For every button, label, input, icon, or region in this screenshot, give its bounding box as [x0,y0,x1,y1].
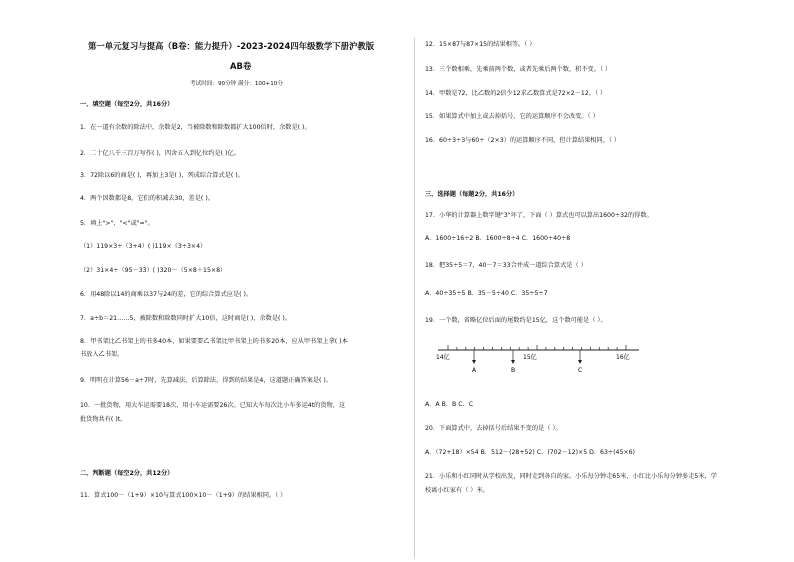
question-16: 16．60÷3÷3与60÷（2×3）的运算顺序不同，但计算结果相同。（ ） [425,137,621,144]
label-15: 15亿 [523,354,537,361]
question-9: 9．明明在计算56－a÷7时，先算减法，后算除法，得到的结果是4，这道题正确答案是( )。 [80,377,333,384]
point-a: A [472,367,477,374]
question-18: 18．把35÷5＝7，40－7＝33合并成一道综合算式是（ ） [425,262,587,269]
question-8: 8．甲书架比乙书架上的书多40本，如果要要乙书架比甲书架上的书多20本，应从甲书架上拿( )本 [80,338,348,345]
point-c: C [578,367,583,374]
question-6: 6．用48除以14的商乘以37与24的差，它的综合算式应是( )。 [80,291,253,298]
section-choice-heading: 三、选择题（每题2分，共16分） [425,191,519,198]
label-14: 14亿 [436,354,450,361]
number-line-ticks [448,345,626,350]
question-2: 2．二十亿八千三百万写作( )，四舍五入到亿位约是( )亿。 [80,150,240,157]
question-19-options: A．A B．B C．C [425,401,474,408]
question-14: 14．甲数是72，比乙数的2倍少12求乙数算式是72×2－12。（ ） [425,90,607,97]
paper-title: 第一单元复习与提高（B卷：能力提升）-2023-2024四年级数学下册沪教版 [88,41,375,51]
question-17: 17．小华的计算器上数字键"3"坏了，下面（ ）算式也可以算出1600÷32的得数。 [425,212,653,219]
question-17-options: A．1600÷16÷2 B．1600÷8÷4 C．1600÷40÷8 [425,235,571,242]
paper-title-suffix: AB卷 [230,61,252,71]
section-judge-heading: 二、判断题（每空2分，共12分） [80,470,174,477]
question-13: 13．三个数相乘，先乘前两个数，或者先乘后两个数，积不变。（ ） [425,66,612,73]
section-fill-heading: 一、填空题（每空2分，共16分） [80,101,174,108]
question-10-cont: 批货物共有( )t。 [80,416,127,423]
question-19: 19．一个数，省略亿位后面的尾数约是15亿，这个数可能是（ ）。 [425,317,607,324]
question-21: 21．小乐和小红同时从学校出发，同时走到各自的家。小乐每分钟走65米，小红比小乐每分钟多走5米，学 [425,473,717,480]
question-21-cont: 校离小红家有（ ）米。 [425,487,489,494]
question-5-1: （1）119×3÷（3+4）( )119×（3÷3×4） [80,243,207,250]
question-7: 7．a÷b＝21……5，被除数和除数同时扩大10倍，这时商是( )，余数是( )。 [80,315,291,322]
question-5-2: （2）31×4÷（95－33）( )320－（5×8＋15×8） [80,267,227,274]
question-8-cont: 书放入乙书架。 [80,351,124,358]
question-18-options: A．40÷35÷5 B．35－5÷40 C．35÷5÷7 [425,290,548,297]
question-10: 10．一批货物，用大车运需要18次，用小车运需要26次。已知大车每次比小车多运4t的货物，这 [80,402,346,409]
question-20-options: A．（72+18）×54 B．512－(28+52) C．(702－12)×5 D．63÷(45×6) [425,449,635,456]
question-5: 5．填上">"、"<"或"="。 [80,220,154,227]
number-line-figure [436,340,641,376]
question-3: 3．72除以6的商是( )，再加上3是( )，列成综合算式是( )。 [80,172,244,179]
question-20: 20．下面算式中，去掉括号后结果不变的是（ ）。 [425,425,562,432]
question-12: 12．15×87与87×15的结果相等。（ ） [425,41,536,48]
arrowhead-b [511,360,515,364]
column-divider [414,38,415,558]
label-16: 16亿 [616,354,630,361]
question-1: 1．在一道有余数的除法中，余数是2，当被除数和除数都扩大100倍时，余数是( )。 [80,124,311,131]
point-b: B [511,367,516,374]
question-4: 4．两个因数都是8，它们的积减去30，差是( )。 [80,195,214,202]
question-11: 11．算式100－（1+9）×10与算式100×10－（1+9）的结果相同。（ ） [80,492,287,499]
exam-info: 考试时间：90分钟 满分：100+10分 [190,81,283,87]
arrowhead-c [578,360,582,364]
question-15: 15．如果算式中加上或去掉括号，它的运算顺序不会改变。（ ） [425,113,599,120]
arrowhead-a [472,360,476,364]
